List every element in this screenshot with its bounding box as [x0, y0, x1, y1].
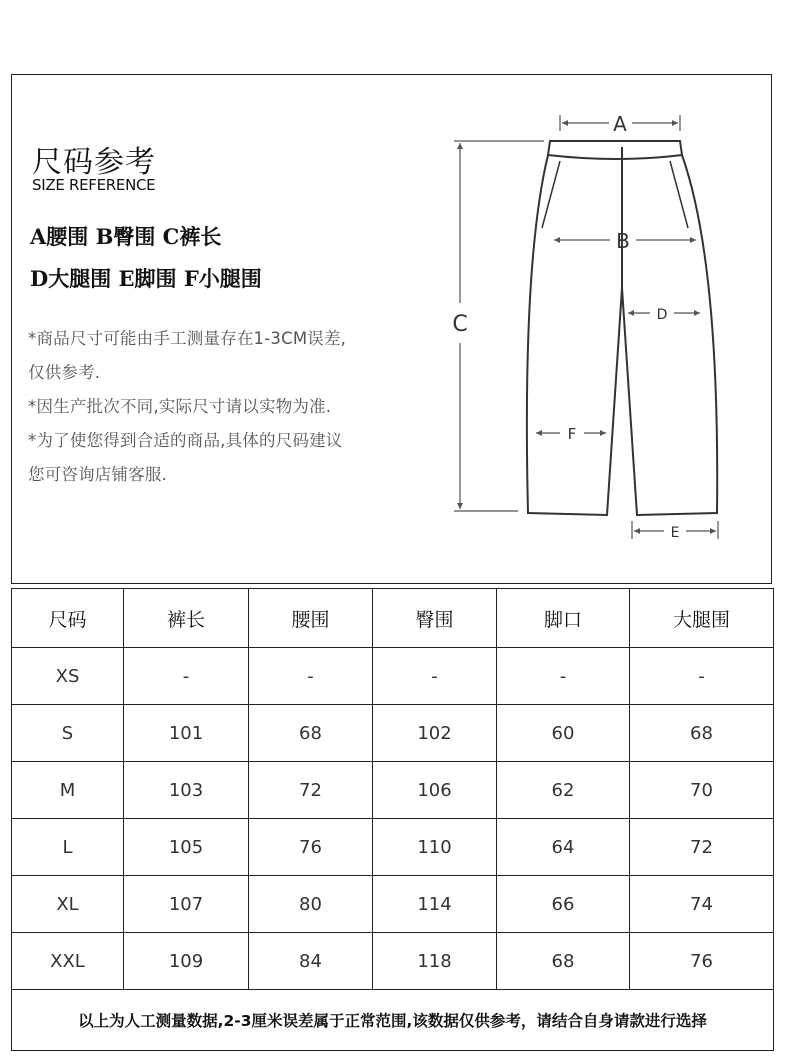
cell-hip: -	[373, 648, 497, 705]
note-line-5: 您可咨询店铺客服.	[28, 465, 168, 484]
cell-size: XXL	[12, 933, 124, 990]
note-line-3: *因生产批次不同,实际尺寸请以实物为准.	[28, 397, 332, 416]
cell-hip: 106	[373, 762, 497, 819]
cell-waist: 76	[249, 819, 373, 876]
cell-leg-opening: 68	[497, 933, 630, 990]
header-size: 尺码	[12, 589, 124, 648]
cell-waist: -	[249, 648, 373, 705]
cell-thigh: 70	[630, 762, 774, 819]
label-f: F	[567, 425, 577, 443]
cell-hip: 118	[373, 933, 497, 990]
cell-waist: 80	[249, 876, 373, 933]
cell-length: 105	[124, 819, 249, 876]
cell-waist: 68	[249, 705, 373, 762]
header-thigh: 大腿围	[630, 589, 774, 648]
cell-leg-opening: -	[497, 648, 630, 705]
pants-outline	[527, 141, 717, 515]
cell-thigh: 72	[630, 819, 774, 876]
cell-leg-opening: 66	[497, 876, 630, 933]
cell-length: 109	[124, 933, 249, 990]
pants-diagram	[432, 103, 752, 553]
note-line-4: *为了使您得到合适的商品,具体的尺码建议	[28, 431, 343, 450]
cell-leg-opening: 62	[497, 762, 630, 819]
header-length: 裤长	[124, 589, 249, 648]
table-row	[12, 933, 774, 990]
label-d: D	[656, 307, 668, 323]
measurement-legend-line-2: D大腿围 E脚围 F小腿围	[30, 266, 262, 291]
table-row	[12, 648, 774, 705]
table-footer-note: 以上为人工测量数据,2-3厘米误差属于正常范围,该数据仅供参考，请结合自身请款进行选择	[12, 990, 774, 1051]
measurement-legend-line-1: A腰围 B臀围 C裤长	[30, 224, 222, 249]
label-c: C	[452, 312, 468, 337]
cell-size: L	[12, 819, 124, 876]
cell-thigh: 76	[630, 933, 774, 990]
cell-length: 101	[124, 705, 249, 762]
measurement-lines	[454, 115, 718, 539]
measurement-labels	[452, 112, 679, 541]
cell-size: XS	[12, 648, 124, 705]
label-e: E	[670, 525, 680, 541]
size-reference-panel	[11, 74, 772, 584]
table-footer-row	[12, 990, 774, 1051]
cell-thigh: -	[630, 648, 774, 705]
cell-waist: 72	[249, 762, 373, 819]
table-row	[12, 819, 774, 876]
header-leg-opening: 脚口	[497, 589, 630, 648]
table-row	[12, 876, 774, 933]
table-header-row	[12, 589, 774, 648]
cell-size: M	[12, 762, 124, 819]
note-line-2: 仅供参考.	[28, 363, 101, 382]
header-waist: 腰围	[249, 589, 373, 648]
cell-hip: 102	[373, 705, 497, 762]
size-chart-table	[11, 588, 774, 1051]
cell-hip: 110	[373, 819, 497, 876]
cell-length: -	[124, 648, 249, 705]
table-row	[12, 705, 774, 762]
cell-size: XL	[12, 876, 124, 933]
cell-thigh: 68	[630, 705, 774, 762]
cell-length: 107	[124, 876, 249, 933]
cell-hip: 114	[373, 876, 497, 933]
cell-size: S	[12, 705, 124, 762]
label-b: B	[616, 229, 630, 253]
table-row	[12, 762, 774, 819]
arrowheads	[457, 120, 716, 534]
cell-waist: 84	[249, 933, 373, 990]
page-title: 尺码参考	[32, 145, 156, 180]
note-line-1: *商品尺寸可能由手工测量存在1-3CM误差,	[28, 329, 347, 348]
page-subtitle: SIZE REFERENCE	[32, 176, 156, 194]
cell-length: 103	[124, 762, 249, 819]
cell-leg-opening: 64	[497, 819, 630, 876]
cell-thigh: 74	[630, 876, 774, 933]
cell-leg-opening: 60	[497, 705, 630, 762]
header-hip: 臀围	[373, 589, 497, 648]
label-a: A	[613, 112, 627, 136]
